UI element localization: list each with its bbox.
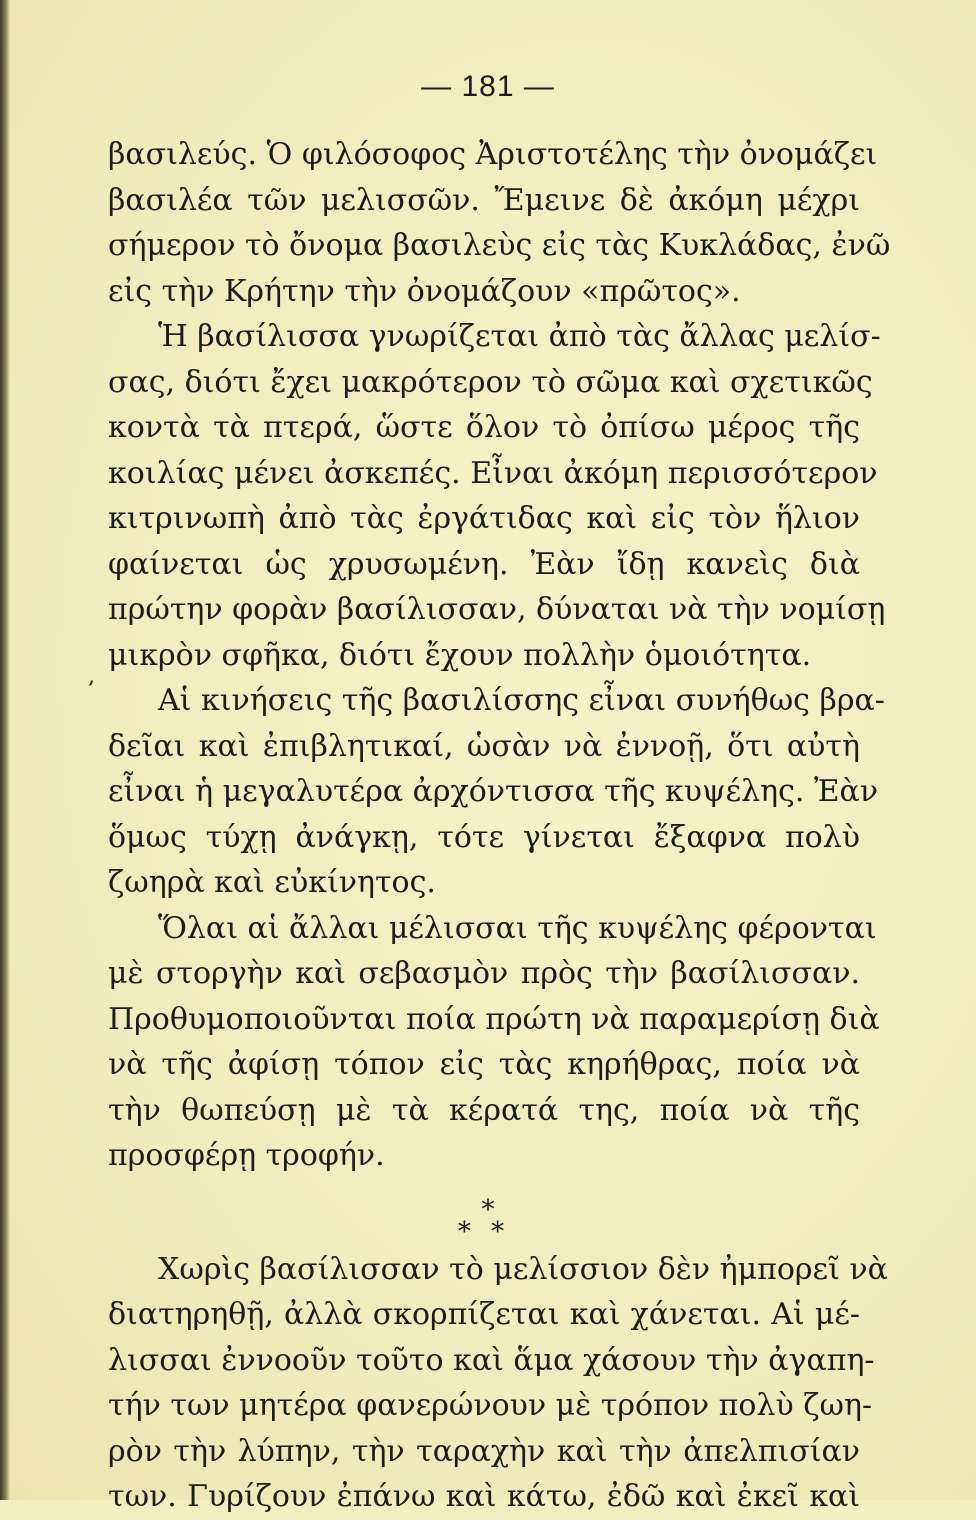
text-line: εἰς τὴν Κρήτην τὴν ὀνομάζουν «πρῶτος». <box>108 273 741 309</box>
text-line: βασιλέα τῶν μελισσῶν. Ἔμεινε δὲ ἀκόμη μέχρι <box>108 182 860 218</box>
paragraph-4 <box>108 906 880 1179</box>
paragraph-3 <box>108 678 885 906</box>
text-line: Προθυμοποιοῦνται ποία πρώτη νὰ παραμερίσῃ διὰ <box>108 1001 880 1037</box>
text-line: μικρὸν σφῆκα, διότι ἔχουν πολλὴν ὁμοιότητα. <box>108 637 812 673</box>
text-line: λισσαι ἐννοοῦν τοῦτο καὶ ἅμα χάσουν τὴν ἀγαπη- <box>108 1342 875 1378</box>
text-line: δεῖαι καὶ ἐπιβλητικαί, ὡσὰν νὰ ἐννοῇ, ὅτι αὐτὴ <box>108 728 860 764</box>
text-line: Χωρὶς βασίλισσαν τὸ μελίσσιον δὲν ἠμπορεῖ νὰ <box>158 1251 888 1287</box>
text-line: εἶναι ἡ μεγαλυτέρα ἀρχόντισσα τῆς κυψέλης. Ἐὰν <box>108 774 879 809</box>
text-line: διατηρηθῇ, ἀλλὰ σκορπίζεται καὶ χάνεται. Αἱ μέ- <box>108 1297 860 1332</box>
text-line: τήν των μητέρα φανερώνουν μὲ τρόπον πολὺ ζωη- <box>108 1388 873 1423</box>
page-number: — 181 — <box>421 70 555 103</box>
separator-bottom: * * <box>457 1216 511 1247</box>
text-line: σας, διότι ἔχει μακρότερον τὸ σῶμα καὶ σχετικῶς <box>108 364 873 400</box>
paragraph-2 <box>108 314 886 678</box>
text-line: ζωηρὰ καὶ εὐκίνητος. <box>108 865 436 900</box>
paragraph-5 <box>108 1247 888 1520</box>
text-line: βασιλεύς. Ὁ φιλόσοφος Ἀριστοτέλης τὴν ὀνομάζει <box>108 137 878 172</box>
text-line: κιτρινωπὴ ἀπὸ τὰς ἐργάτιδας καὶ εἰς τὸν ἥλιον <box>108 501 860 536</box>
text-line: φαίνεται ὡς χρυσωμένη. Ἐὰν ἴδῃ κανεὶς διὰ <box>108 546 860 582</box>
page-edge-shadow <box>0 0 10 1500</box>
body-text <box>108 132 891 1520</box>
text-line: Ὅλαι αἱ ἄλλαι μέλισσαι τῆς κυψέλης φέρονται <box>158 910 877 946</box>
text-line: πρώτην φορὰν βασίλισσαν, δύναται νὰ τὴν νομίσῃ <box>108 592 886 627</box>
section-separator <box>108 1179 860 1247</box>
text-line: σήμερον τὸ ὄνομα βασιλεὺς εἰς τὰς Κυκλάδας, ἐνῶ <box>108 228 891 263</box>
text-line: προσφέρῃ τροφήν. <box>108 1138 385 1173</box>
text-line: τὴν θωπεύσῃ μὲ τὰ κέρατά της, ποία νὰ τῆς <box>108 1092 860 1128</box>
text-line: των. Γυρίζουν ἐπάνω καὶ κάτω, ἐδῶ καὶ ἐκεῖ καὶ <box>108 1479 860 1514</box>
margin-mark: , <box>88 664 95 689</box>
text-line: Αἱ κινήσεις τῆς βασιλίσσης εἶναι συνήθως βρα- <box>158 683 885 718</box>
paragraph-1 <box>108 132 891 314</box>
text-line: νὰ τῆς ἀφίσῃ τόπον εἰς τὰς κηρήθρας, ποία νὰ <box>108 1047 860 1082</box>
text-line: ρὸν τὴν λύπην, τὴν ταραχὴν καὶ τὴν ἀπελπισίαν <box>108 1433 860 1469</box>
text-line: μὲ στοργὴν καὶ σεβασμὸν πρὸς τὴν βασίλισσαν. <box>108 956 860 991</box>
text-line: Ἡ βασίλισσα γνωρίζεται ἀπὸ τὰς ἄλλας μελίσ- <box>158 319 881 354</box>
separator-top: * <box>481 1194 495 1225</box>
text-line: κοιλίας μένει ἀσκεπές. Εἶναι ἀκόμη περισσότερον <box>108 455 878 491</box>
text-line: κοντὰ τὰ πτερά, ὥστε ὅλον τὸ ὀπίσω μέρος τῆς <box>108 410 860 445</box>
text-line: ὅμως τύχῃ ἀνάγκῃ, τότε γίνεται ἔξαφνα πολὺ <box>108 819 860 855</box>
